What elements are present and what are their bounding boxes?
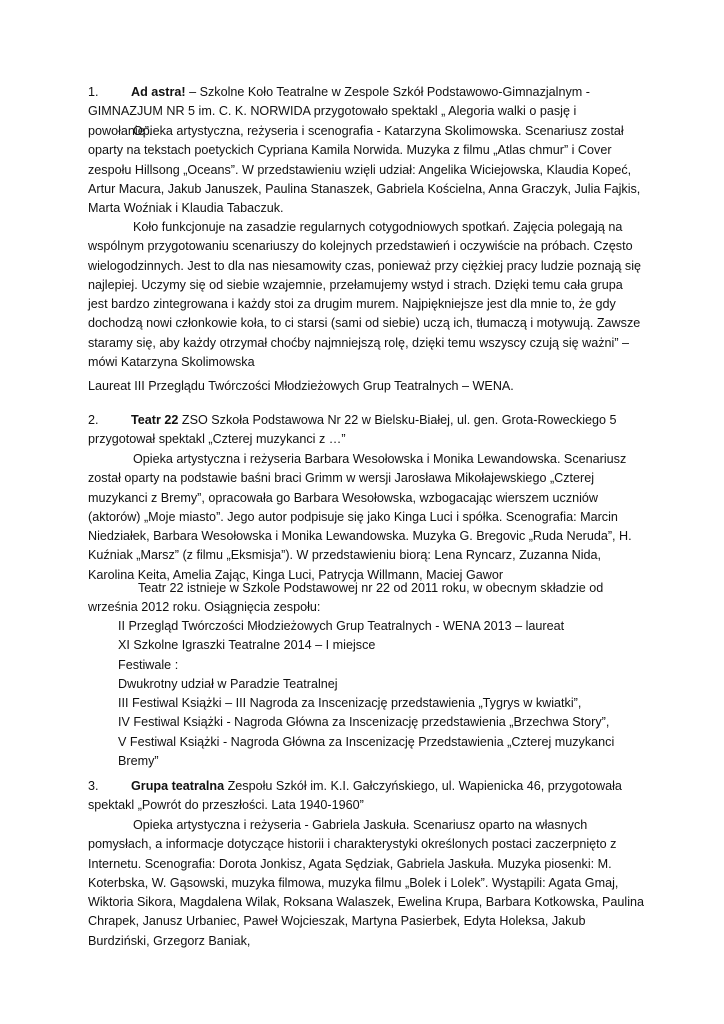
achievements-list [88,617,644,771]
section-intro-text: – Szkolne Koło Teatralne w Zespole Szkół Podstawowo-Gimnazjalnym - GIMNAZJUM NR 5 im. C. K. NORWIDA przygotowało spektakl „ Alegoria walki o pasję i powołanie”. [88,85,590,138]
section-2-intro [88,411,644,450]
credits-text: Opieka artystyczna i reżyseria - Gabriela Jaskuła. Scenariusz oparto na własnych pomysłach, a informacje dotyczące historii i charakterystyki określonych postaci zaczerpnięto z Internetu. Scenografia: Dorota Jonkisz, Agata Sędziak, Gabriela Jaskuła. Muzyka piosenki: M. Koterbska, W. Gąsowski, muzyka filmowa, muzyka filmu „Bolek i Lolek”. Wystąpili: Agata Gmaj, Wiktoria Sikora, Magdalena Wilak, Roksana Walaszek, Ewelina Krupa, Barbara Kotkowska, Paulina Chrapek, Janusz Urbaniec, Paweł Wojcieszak, Martyna Pasierbek, Edyta Holeksa, Jakub Burdziński, Grzegorz Baniak, [88,818,645,948]
section-3-intro [88,777,644,816]
credits-text: Opieka artystyczna, reżyseria i scenografia - Katarzyna Skolimowska. Scenariusz został oparty na tekstach poetyckich Cypriana Kamila Norwida. Muzyka z filmu „Atlas chmur” i Cover zespołu Hillsong „Oceans”. W przedstawieniu wzięli udział: Angelika Wiciejowska, Klaudia Kopeć, Artur Macura, Jakub Januszek, Paulina Stanaszek, Gabriela Kościelna, Anna Graczyk, Julia Fajkis, Marta Woźniak i Klaudia Tabaczuk. [88,124,641,216]
section-number: 1. [88,85,99,99]
section-1-description [88,218,644,372]
section-number: 3. [88,779,99,793]
section-1-award [88,377,644,396]
section-number: 2. [88,413,99,427]
section-2-credits [88,450,644,585]
list-item: II Przegląd Twórczości Młodzieżowych Grup Teatralnych - WENA 2013 – laureat [118,619,565,633]
list-item: V Festiwal Książki - Nagroda Główna za Inscenizację Przedstawienia „Czterej muzykanci Bremy” [118,734,615,769]
credits-text: Opieka artystyczna i reżyseria Barbara Wesołowska i Monika Lewandowska. Scenariusz został oparty na podstawie baśni braci Grimm w wersji Jarosława Mikołajewskiego „Czterej muzykanci z Bremy”, opracowała go Barbara Wesołowska, wzbogacając wierszem uczniów (aktorów) „Moje miasto”. Jego autor podpisuje się jako Kinga Luci i spółka. Scenografia: Marcin Niedziałek, Barbara Wesołowska i Monika Lewandowska. Muzyka G. Bregovic „Ruda Neruda”, H. Kuźniak „Marsz” (z filmu „Eksmisja”). W przedstawieniu biorą: Lena Ryncarz, Zuzanna Nida, Karolina Keita, Amelia Zając, Kinga Luci, Patrycja Willmann, Maciej Gawor [88,452,632,582]
list-item: Dwukrotny udział w Paradzie Teatralnej [118,676,338,691]
description-text: Koło funkcjonuje na zasadzie regularnych cotygodniowych spotkań. Zajęcia polegają na wspólnym przygotowaniu scenariuszy do kolejnych przedstawień i oczywiście na próbach. Często wielogodzinnych. Jest to dla nas niesamowity czas, ponieważ przy ciężkiej pracy ludzie poznają się najlepiej. Uczymy się od siebie wzajemnie, przełamujemy wstyd i strach. Dzięki temu cała grupa jest bardzo zintegrowana i każdy stoi za drugim murem. Najpiękniejsze jest dla mnie to, że gdy dochodzą nowi członkowie koła, to ci starsi (sami od siebie) uczą ich, tłumaczą i motywują. Zawsze staramy się, aby każdy otrzymał choćby najmniejszą rolę, dzięki temu wszyscy czują się ważni” – mówi Katarzyna Skolimowska [88,220,641,370]
list-item: Festiwale : [118,657,179,672]
group-name: Teatr 22 [131,413,179,427]
section-3-credits [88,816,644,951]
group-name: Ad astra! [131,85,186,99]
group-name: Grupa teatralna [131,779,225,793]
list-item: III Festiwal Książki – III Nagroda za Inscenizację przedstawienia „Tygrys w kwiatki”, [118,696,582,711]
award-text: Laureat III Przeglądu Twórczości Młodzieżowych Grup Teatralnych – WENA. [88,379,514,393]
history-text: Teatr 22 istnieje w Szkole Podstawowej nr 22 od 2011 roku, w obecnym składzie od września 2012 roku. Osiągnięcia zespołu: [88,581,604,615]
section-intro-text: ZSO Szkoła Podstawowa Nr 22 w Bielsku-Białej, ul. gen. Grota-Roweckiego 5 przygotował spektakl „Czterej muzykanci z …” [88,413,617,447]
section-intro-text: Zespołu Szkół im. K.I. Gałczyńskiego, ul. Wapienicka 46, przygotowała spektakl „Powrót do przeszłości. Lata 1940-1960” [88,779,622,813]
list-item: XI Szkolne Igraszki Teatralne 2014 – I miejsce [118,638,376,653]
list-item: IV Festiwal Książki - Nagroda Główna za Inscenizację przedstawienia „Brzechwa Story”, [118,715,610,730]
section-1-credits [88,122,644,218]
section-2-history [88,579,644,618]
